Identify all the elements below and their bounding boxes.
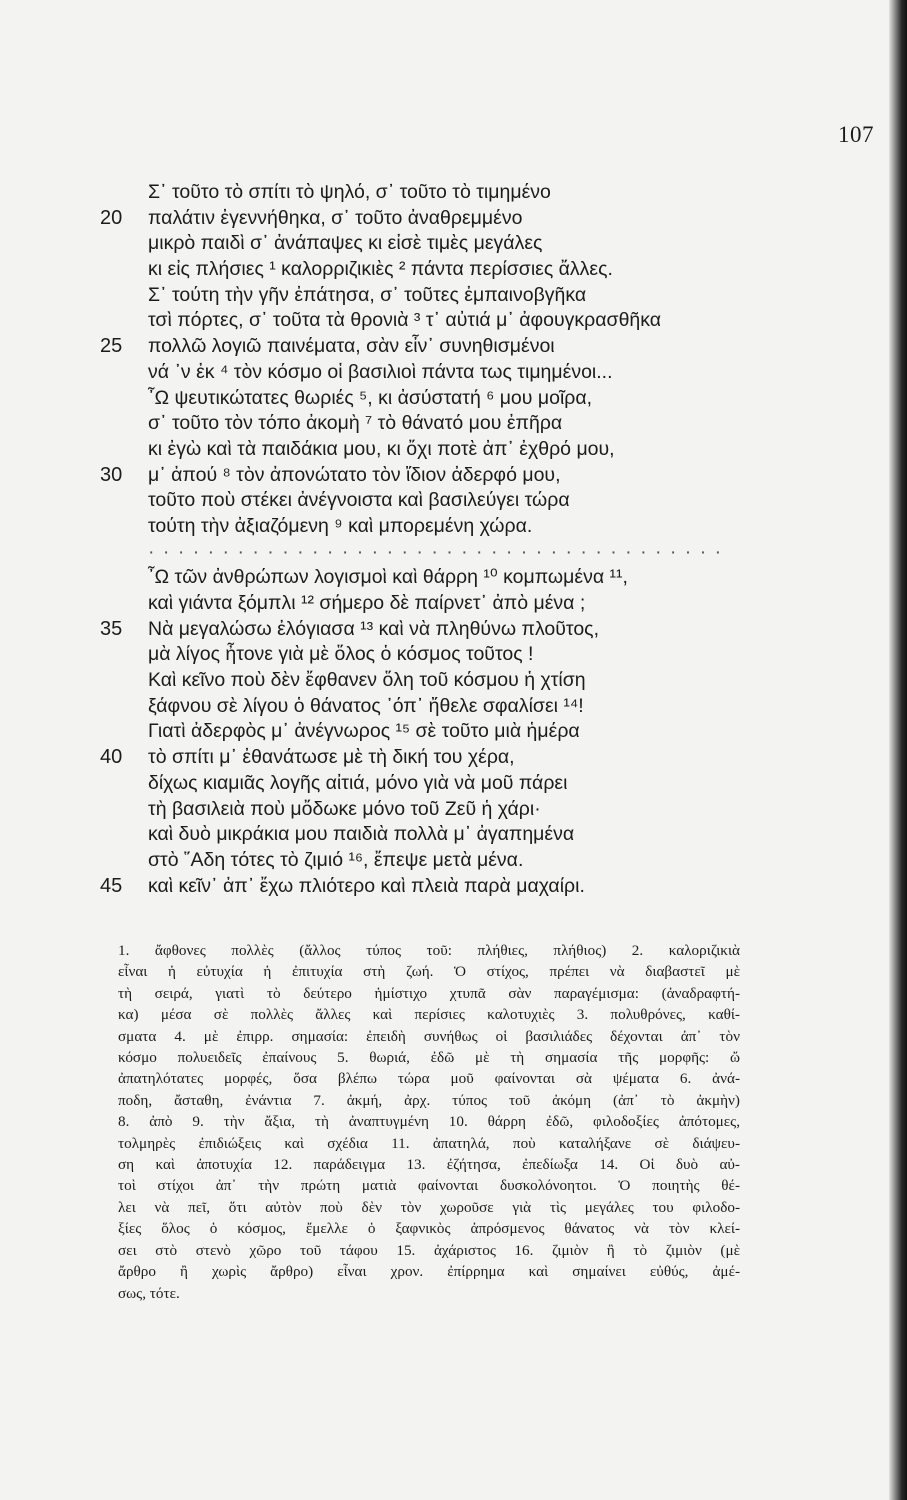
footnotes xyxy=(118,940,740,1304)
line-text: Σ᾽ τοῦτο τὸ σπίτι τὸ ψηλό, σ᾽ τοῦτο τὸ τιμημένο xyxy=(148,181,551,203)
line-text: παλάτιν ἐγεννήθηκα, σ᾽ τοῦτο ἀναθρεμμένο xyxy=(148,206,523,229)
poem-line xyxy=(0,334,880,360)
poem-line xyxy=(0,797,880,823)
line-text: τσὶ πόρτες, σ᾽ τοῦτα τὰ θρονιὰ ³ τ᾽ αὐτιά μ᾽ ἀφουγκρασθῆκα xyxy=(148,309,662,332)
footnote-line: σματα 4. μὲ ἐπιρρ. σημασία: ἐπειδὴ συνήθως οἱ βασιλιάδες δέχονται ἀπ᾽ τὸν xyxy=(118,1027,740,1045)
line-text: τὸ σπίτι μ᾽ ἐθανάτωσε μὲ τὴ δική του χέρα, xyxy=(148,746,515,769)
footnote-line: 1. ἄφθονες πολλὲς (ἄλλος τύπος τοῦ: πλήθιες, πλήθιος) 2. καλοριζικιὰ xyxy=(118,942,740,959)
poem-line xyxy=(0,231,880,257)
line-number: 40 xyxy=(100,746,123,769)
poem-line xyxy=(0,463,880,489)
line-text: πολλῶ λογιῶ παινέματα, σὰν εἶν᾽ συνηθισμένοι xyxy=(148,335,555,358)
poem-line xyxy=(0,360,880,386)
footnote-line: ἀπατηλότατες μορφές, ὅσα βλέπω τώρα μοῦ φαίνονται σὰ ψέματα 6. ἀνά- xyxy=(118,1070,740,1088)
footnote-line: εἶναι ἡ εὐτυχία ἡ ἐπιτυχία στὴ ζωή. Ὁ στίχος, πρέπει νὰ διαβαστεῖ μὲ xyxy=(118,963,740,981)
line-text: τοῦτο ποὺ στέκει ἀνέγνοιστα καὶ βασιλεύγει τώρα xyxy=(148,489,570,512)
poem-line xyxy=(0,565,880,591)
footnote-line: ἄρθρο ἢ χωρὶς ἄρθρο) εἶναι χρον. ἐπίρρημα καὶ σημαίνει εὐθύς, ἀμέ- xyxy=(118,1263,740,1281)
line-text: στὸ ῞Αδη τότες τὸ ζιμιό ¹⁶, ἔπεψε μετὰ μένα. xyxy=(148,848,524,871)
line-text: Καὶ κεῖνο ποὺ δὲν ἔφθανεν ὅλη τοῦ κόσμου ἡ χτίση xyxy=(148,669,586,692)
line-number: 45 xyxy=(100,874,123,897)
poem-line xyxy=(0,514,880,540)
line-text: Γιατὶ ἀδερφὸς μ᾽ ἀνέγνωρος ¹⁵ σὲ τοῦτο μιὰ ἡμέρα xyxy=(148,720,580,743)
footnote-line: κόσμο πολυειδεῖς ἐπαίνους 5. θωριά, ἐδῶ μὲ τὴ σημασία τῆς μορφῆς: ὤ xyxy=(118,1049,740,1067)
footnote-line: ση καὶ ἀποτυχία 12. παράδειγμα 13. ἐζήτησα, ἐπεδίωξα 14. Οἱ δυὸ αὐ- xyxy=(118,1156,740,1174)
poem-line xyxy=(0,257,880,283)
footnote-line: σως, τότε. xyxy=(118,1284,180,1302)
line-text: δίχως κιαμιᾶς λογῆς αἰτιά, μόνο γιὰ νὰ μοῦ πάρει xyxy=(148,771,568,794)
poem-line xyxy=(0,308,880,334)
line-text: κι εἰς πλήσιες ¹ καλορριζικιὲς ² πάντα περίσσιες ἄλλες. xyxy=(148,258,613,281)
poem-line xyxy=(0,283,880,309)
line-text: κι ἐγὼ καὶ τὰ παιδάκια μου, κι ὄχι ποτὲ ἀπ᾽ ἐχθρό μου, xyxy=(148,437,615,460)
line-text: καὶ δυὸ μικράκια μου παιδιὰ πολλὰ μ᾽ ἀγαπημένα xyxy=(148,823,575,846)
poem-line xyxy=(0,848,880,874)
footnote-line: ποδη, ἄσταθη, ἐνάντια 7. ἀκμή, ἀρχ. τύπος τοῦ ἀκόμη (ἀπ᾽ τὸ ἀκμὴν) xyxy=(118,1091,740,1109)
poem-line xyxy=(0,719,880,745)
line-number: 30 xyxy=(100,463,123,486)
footnote-line: τολμηρὲς ἐπιδιώξεις καὶ σχέδια 11. ἀπατηλά, ποὺ καταλήξανε σὲ διάψευ- xyxy=(118,1134,740,1152)
poem-line xyxy=(0,771,880,797)
line-text: καὶ κεῖν᾽ ἀπ᾽ ἔχω πλιότερο καὶ πλειὰ παρὰ μαχαίρι. xyxy=(148,874,585,897)
footnote-line: 8. ἀπὸ 9. τὴν ἄξια, τὴ ἀναπτυγμένη 10. θάρρη ἐδῶ, φιλοδοξίες ἀπότομες, xyxy=(118,1113,740,1131)
line-text: μικρὸ παιδὶ σ᾽ ἀνάπαψες κι εἰσὲ τιμὲς μεγάλες xyxy=(148,232,543,255)
poem-line xyxy=(0,668,880,694)
poem-line xyxy=(0,642,880,668)
poem-line xyxy=(0,822,880,848)
line-text: νά ᾽ν ἐκ ⁴ τὸν κόσμο οἱ βασιλιοὶ πάντα τως τιμημένοι... xyxy=(148,360,613,383)
poem-line xyxy=(0,411,880,437)
line-text: σ᾽ τοῦτο τὸν τόπο ἀκομὴ ⁷ τὸ θάνατό μου ἐπῆρα xyxy=(148,412,563,435)
footnote-line: ξίες ὅλος ὁ κόσμος, ἔμελλε ὁ ξαφνικὸς ἀπρόσμενος θάνατος νὰ τὸν κλεί- xyxy=(118,1220,740,1238)
footnote-line: σει στὸ στενὸ χῶρο τοῦ τάφου 15. ἀχάριστος 16. ζιμιὸν ἢ τὸ ζιμιὸν (μὲ xyxy=(118,1241,740,1259)
line-text: Σ᾽ τούτη τὴν γῆν ἐπάτησα, σ᾽ τοῦτες ἐμπαινοβγῆκα xyxy=(148,283,587,306)
line-text: ξάφνου σὲ λίγου ὁ θάνατος ᾽όπ᾽ ἤθελε σφαλίσει ¹⁴! xyxy=(148,694,584,717)
line-text: Νὰ μεγαλώσω ἐλόγιασα ¹³ καὶ νὰ πληθύνω πλοῦτος, xyxy=(148,617,599,640)
poem-line xyxy=(0,488,880,514)
footnote-line: λει νὰ πεῖ, ὅτι αὐτὸν ποὺ δὲν τὸν χωροῦσε γιὰ τὶς μεγάλες του φιλοδο- xyxy=(118,1198,740,1216)
poem-line xyxy=(0,694,880,720)
poem-line xyxy=(0,437,880,463)
poem-line xyxy=(0,874,880,900)
poem-line xyxy=(0,386,880,412)
line-text: · · · · · · · · · · · · · · · · · · · · · · · · · · · · · · · · · · · · · · · xyxy=(148,540,723,563)
line-number: 20 xyxy=(100,206,123,229)
poem-line xyxy=(0,180,880,206)
line-text: μ᾽ ἀπού ⁸ τὸν ἀπονώτατο τὸν ἴδιον ἀδερφό μου, xyxy=(148,463,561,486)
line-text: τὴ βασιλειὰ ποὺ μὄδωκε μόνο τοῦ Ζεῦ ἡ χάρι· xyxy=(148,797,541,820)
line-text: μὰ λίγος ἦτονε γιὰ μὲ ὅλος ὁ κόσμος τοῦτος ! xyxy=(148,643,534,666)
poem-line xyxy=(0,206,880,232)
poem-line xyxy=(0,745,880,771)
line-text: ῏Ω τῶν ἀνθρώπων λογισμοὶ καὶ θάρρη ¹⁰ κομπωμένα ¹¹, xyxy=(148,566,628,589)
line-text: καὶ γιάντα ξόμπλι ¹² σήμερο δὲ παίρνετ᾽ ἀπὸ μένα ; xyxy=(148,592,586,614)
footnote-line: κα) μέσα σὲ πολλὲς ἄλλες καὶ περίσιες καλοτυχιὲς 3. πολυθρόνες, καθί- xyxy=(118,1006,740,1024)
line-number: 25 xyxy=(100,335,123,358)
page-number: 107 xyxy=(838,122,874,147)
poem-line xyxy=(0,591,880,617)
poem xyxy=(0,180,880,899)
footnote-line: τὴ σειρά, γιατὶ τὸ δεύτερο ἡμίστιχο χτυπᾶ σὰν παραγέμισμα: (ἀναδραφτή- xyxy=(118,984,740,1002)
line-number: 35 xyxy=(100,617,123,640)
poem-line xyxy=(0,617,880,643)
ellipsis-divider xyxy=(0,540,880,566)
line-text: ῏Ω ψευτικώτατες θωριές ⁵, κι ἀσύστατή ⁶ μου μοῖρα, xyxy=(148,386,593,409)
page-edge xyxy=(889,0,907,1500)
line-text: τούτη τὴν ἀξιαζόμενη ⁹ καὶ μπορεμένη χώρα. xyxy=(148,514,533,537)
footnote-line: τοὶ στίχοι ἀπ᾽ τὴν πρώτη ματιὰ φαίνονται δυσκολόνοητοι. Ὁ ποιητὴς θέ- xyxy=(118,1177,740,1195)
